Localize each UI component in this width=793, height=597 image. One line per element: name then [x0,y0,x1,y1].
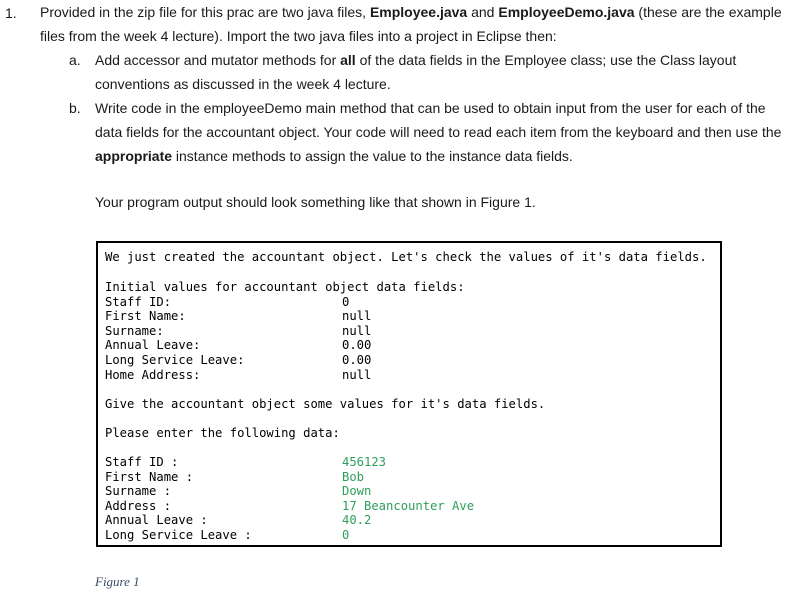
subitem-b-label: b. [69,100,81,116]
input-label: First Name : [105,469,194,484]
initial-label: Home Address: [105,367,201,382]
subitem-b-text: Write code in the employeeDemo main method that can be used to obtain input from the user for each of the data fields for the accountant object. Your code will need to read each item from the keyboard and then use the appropriate instance methods to assign the value to the instance data fields. [95,100,782,164]
initial-label: Annual Leave: [105,338,201,353]
input-value: 0 [342,528,350,542]
initial-value: 0.00 [342,338,372,353]
initial-value: null [342,309,372,324]
input-label: Long Service Leave : [105,528,252,542]
input-label: Annual Leave : [105,513,208,528]
give-values-line: Give the accountant object some values for it's data fields. [105,397,546,411]
input-value: Down [342,484,372,499]
input-value: 17 Beancounter Ave [342,498,475,513]
figure-caption: Figure 1 [95,574,140,589]
input-label: Staff ID : [105,455,179,469]
initial-value: null [342,367,372,382]
subitem-a-label: a. [69,52,81,68]
initial-values-title: Initial values for accountant object data fields: [105,280,465,294]
initial-value: null [342,323,372,338]
initial-label: Staff ID: [105,294,172,309]
question-intro: Provided in the zip file for this prac are two java files, Employee.java and EmployeeDemo.java (these are the example files from the week 4 lecture). Import the two java files into a project in Eclipse then: [40,4,782,44]
input-value: 456123 [342,455,387,469]
initial-label: Long Service Leave: [105,353,245,367]
please-enter-line: Please enter the following data: [105,426,340,440]
input-value: Bob [342,469,365,484]
console-output [96,241,722,547]
file-employee: Employee.java [369,4,468,20]
question-number: 1. [5,5,17,21]
input-label: Surname : [105,484,172,499]
initial-label: Surname: [105,323,164,338]
initial-value: 0.00 [342,353,372,367]
input-value: 40.2 [342,513,372,528]
input-label: Address : [105,498,172,513]
initial-value: 0 [342,294,350,309]
initial-label: First Name: [105,309,186,324]
console-header: We just created the accountant object. Let's check the values of it's data fields. [105,250,707,264]
file-employee-demo: EmployeeDemo.java [498,4,635,20]
subitem-a-text: Add accessor and mutator methods for all of the data fields in the Employee class; use the Class layout conventions as discussed in the week 4 lecture. [95,52,737,92]
output-note: Your program output should look something like that shown in Figure 1. [95,194,536,210]
